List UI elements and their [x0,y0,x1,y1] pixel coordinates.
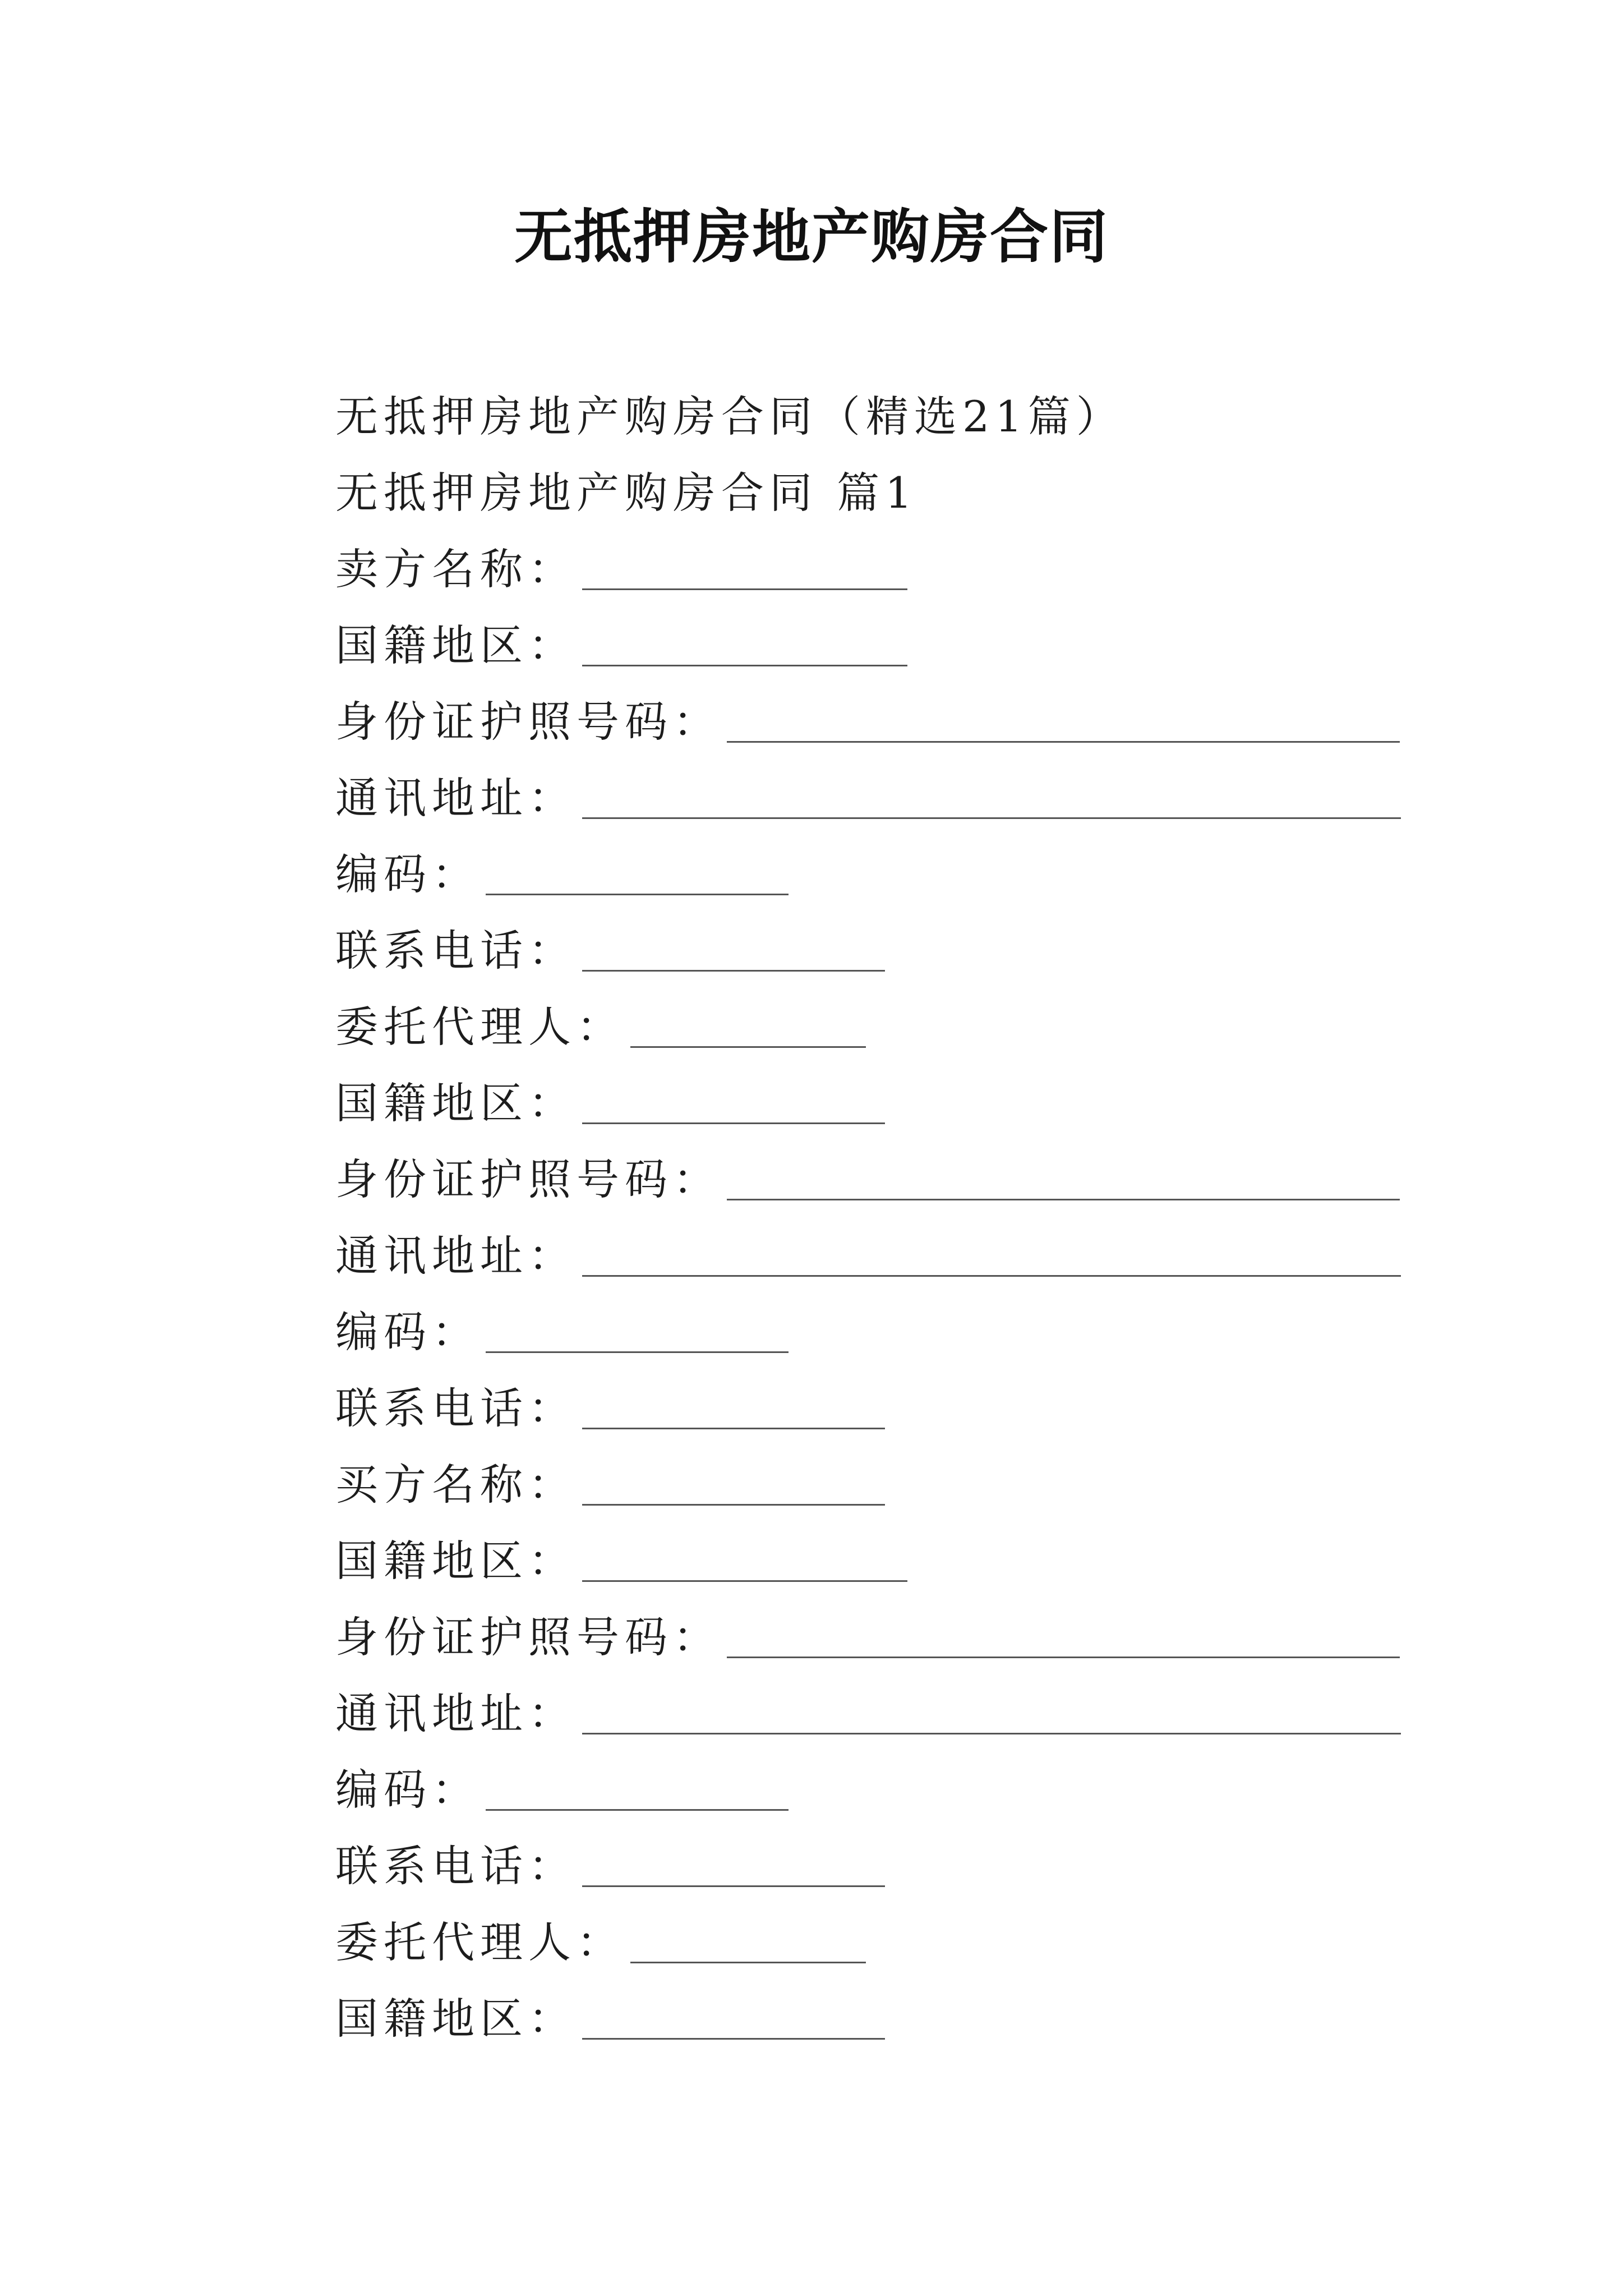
field-label: 联系电话： [335,1841,577,1891]
field-label: 身份证护照号码： [335,696,721,747]
fill-in-blank[interactable] [582,1481,885,1506]
fill-in-blank[interactable] [486,871,789,895]
fill-in-blank[interactable] [727,1176,1400,1200]
fill-in-blank[interactable] [582,795,1401,819]
field-buyer-name [335,1443,1401,1519]
field-label: 联系电话： [335,925,577,976]
field-label: 编码： [335,849,480,899]
fill-in-blank[interactable] [630,1939,866,1963]
fill-in-blank[interactable] [582,642,907,666]
document-body [335,375,1401,2053]
fill-in-blank[interactable] [582,1405,885,1429]
field-buyer-agent [335,1901,1401,1977]
field-label: 编码： [335,1764,480,1815]
field-buyer-phone [335,1824,1401,1901]
fill-in-blank[interactable] [582,566,907,590]
fill-in-blank[interactable] [727,1634,1400,1658]
subtitle-text: 无抵押房地产购房合同（精选21篇） [335,391,1124,441]
field-seller-postcode [335,832,1401,909]
field-buyer-postcode [335,1748,1401,1824]
fill-in-blank[interactable] [582,1100,885,1124]
field-agent-address [335,1214,1401,1290]
fill-in-blank[interactable] [582,1253,1401,1277]
field-seller-agent [335,985,1401,1061]
fill-in-blank[interactable] [582,1863,885,1887]
field-label: 通讯地址： [335,1688,577,1738]
fill-in-blank[interactable] [582,1558,907,1582]
field-agent-phone [335,1366,1401,1443]
field-agent-nationality [335,1061,1401,1138]
field-label: 通讯地址： [335,1230,577,1281]
field-label: 买方名称： [335,1459,577,1510]
field-label: 通讯地址： [335,772,577,823]
section-heading [335,451,1401,527]
fill-in-blank[interactable] [582,947,885,972]
fill-in-blank[interactable] [630,1024,866,1048]
document-subtitle [335,375,1401,451]
field-buyer-agent-nationality [335,1977,1401,2053]
field-label: 联系电话： [335,1383,577,1433]
field-seller-nationality [335,604,1401,680]
field-label: 委托代理人： [335,1917,625,1967]
field-seller-id-number [335,680,1401,756]
field-label: 身份证护照号码： [335,1612,721,1662]
field-label: 卖方名称： [335,544,577,594]
field-label: 委托代理人： [335,1001,625,1052]
field-buyer-id-number [335,1595,1401,1672]
field-label: 国籍地区： [335,1078,577,1128]
field-seller-address [335,756,1401,832]
field-seller-phone [335,909,1401,985]
section-heading-text: 无抵押房地产购房合同 篇1 [335,467,918,518]
field-buyer-nationality [335,1519,1401,1595]
field-seller-name [335,527,1401,604]
fill-in-blank[interactable] [582,1710,1401,1734]
field-agent-postcode [335,1290,1401,1366]
fill-in-blank[interactable] [486,1329,789,1353]
fill-in-blank[interactable] [727,719,1400,743]
field-label: 国籍地区： [335,1535,577,1586]
field-label: 国籍地区： [335,1993,577,2044]
fill-in-blank[interactable] [582,2016,885,2040]
field-label: 身份证护照号码： [335,1154,721,1204]
fill-in-blank[interactable] [486,1787,789,1811]
field-buyer-address [335,1672,1401,1748]
document-title: 无抵押房地产购房合同 [514,202,1109,271]
field-label: 编码： [335,1306,480,1357]
field-label: 国籍地区： [335,620,577,670]
field-agent-id-number [335,1138,1401,1214]
